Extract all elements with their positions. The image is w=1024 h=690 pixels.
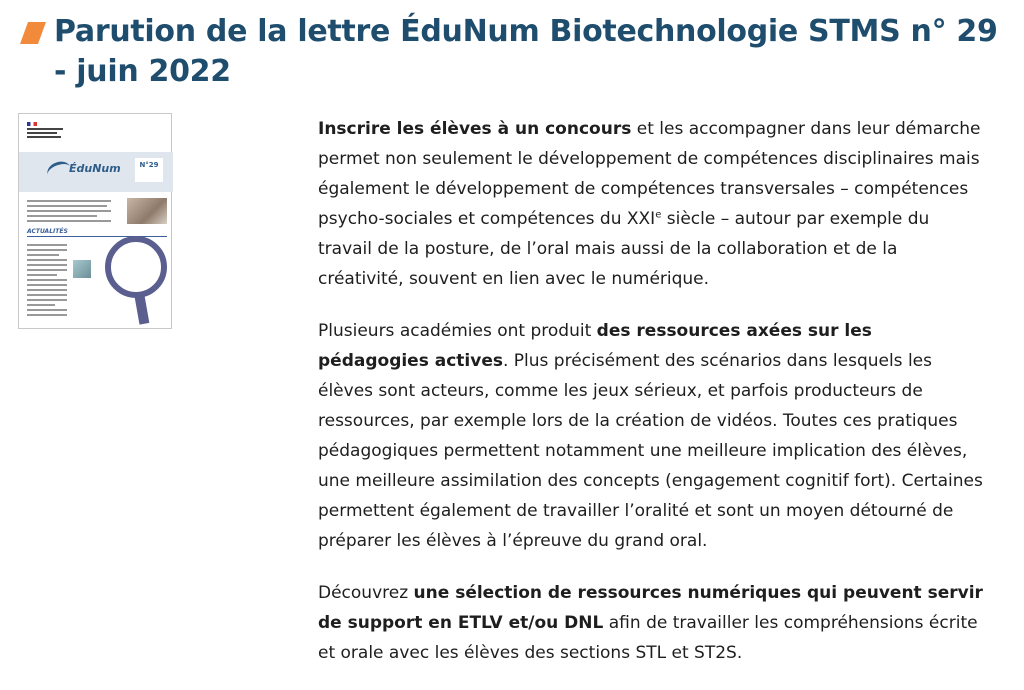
cover-mini-image <box>73 260 91 278</box>
cover-intro-text <box>27 200 111 225</box>
concours-emphasis: Inscrire les élèves à un concours <box>318 119 632 139</box>
title-accent-icon <box>20 22 46 44</box>
cover-photo <box>127 198 167 224</box>
article-header <box>20 12 1010 92</box>
page-title: Parution de la lettre ÉduNum Biotechnologie STMS n° 29 - juin 2022 <box>54 14 998 89</box>
paragraph-ressources: Découvrez une sélection de ressources numériques qui peuvent servir de support en ETLV et/ou DNL afin de travailler les compréhensions écrite et orale avec les élèves des sections STL et ST2S. <box>318 583 983 663</box>
issue-number-box: N°29 <box>135 158 163 182</box>
paragraph-concours: Inscrire les élèves à un concours et les accompagner dans leur démarche permet non seulement le développement de compétences disciplinaires mais également le développement de compétences transversales – compétences psycho-sociales et compétences du XXIe siècle – autour par exemple du travail de la posture, de l’oral mais aussi de la collaboration et de la créativité, souvent en lien avec le numérique. <box>318 119 981 289</box>
newsletter-cover-thumbnail[interactable] <box>18 113 172 329</box>
edunum-logo-icon: ÉduNum <box>69 162 121 175</box>
cover-news-text <box>27 244 67 319</box>
ministry-logo <box>27 122 71 144</box>
ressources-emphasis: une sélection de ressources numériques qui peuvent servir de support en ETLV et/ou DNL <box>318 583 983 633</box>
cover-section-heading: ACTUALITÉS <box>27 228 68 235</box>
pedagogies-emphasis: des ressources axées sur les pédagogies actives <box>318 321 872 371</box>
magnifier-icon <box>105 236 167 298</box>
article-body <box>318 114 988 690</box>
paragraph-pedagogies: Plusieurs académies ont produit des ressources axées sur les pédagogies actives. Plus précisément des scénarios dans lesquels les élèves sont acteurs, comme les jeux sérieux, et parfois producteurs de ressources, par exemple lors de la création de vidéos. Toutes ces pratiques pédagogiques permettent notamment une meilleure implication des élèves, une meilleure assimilation des concepts (engagement cognitif fort). Certaines permettent également de travailler l’oralité et sont un moyen détourné de préparer les élèves à l’épreuve du grand oral. <box>318 321 983 551</box>
